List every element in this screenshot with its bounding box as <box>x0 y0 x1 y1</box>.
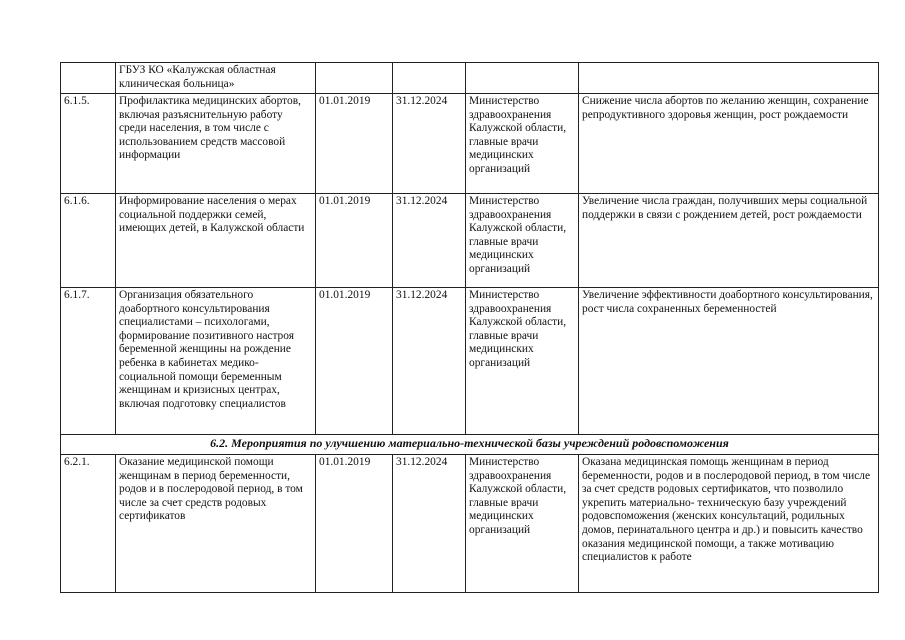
table-row <box>61 288 879 435</box>
item-number: 6.1.7. <box>61 288 116 435</box>
expected-result <box>579 63 879 94</box>
start-date <box>316 63 393 94</box>
end-date: 31.12.2024 <box>393 455 466 593</box>
item-number: 6.2.1. <box>61 455 116 593</box>
item-number <box>61 63 116 94</box>
table-row <box>61 194 879 288</box>
measure-name: Оказание медицинской помощи женщинам в период беременности, родов и в послеродовой период, в том числе за счет средств родовых сертификатов <box>116 455 316 593</box>
table-row <box>61 63 879 94</box>
start-date: 01.01.2019 <box>316 194 393 288</box>
table-row <box>61 94 879 194</box>
end-date: 31.12.2024 <box>393 194 466 288</box>
measure-name: Информирование населения о мерах социальной поддержки семей, имеющих детей, в Калужской области <box>116 194 316 288</box>
executor: Министерство здравоохранения Калужской области, главные врачи медицинских организаций <box>466 455 579 593</box>
expected-result: Оказана медицинская помощь женщинам в период беременности, родов и в послеродовой период, в том числе за счет средств родовых сертификатов, что позволило укрепить материально- техническую базу учреждений родовспоможения (женских консультаций, родильных домов, перинатального центра и др.) и повысить качество оказания медицинской помощи, а также мотивацию специалистов к работе <box>579 455 879 593</box>
item-number: 6.1.5. <box>61 94 116 194</box>
expected-result: Снижение числа абортов по желанию женщин, сохранение репродуктивного здоровья женщин, рост рождаемости <box>579 94 879 194</box>
section-title: 6.2. Мероприятия по улучшению материально-технической базы учреждений родовспоможения <box>61 435 879 455</box>
executor: Министерство здравоохранения Калужской области, главные врачи медицинских организаций <box>466 94 579 194</box>
executor: Министерство здравоохранения Калужской области, главные врачи медицинских организаций <box>466 194 579 288</box>
end-date <box>393 63 466 94</box>
measure-name: Профилактика медицинских абортов, включая разъяснительную работу среди населения, в том числе с использованием средств массовой информации <box>116 94 316 194</box>
section-row <box>61 435 879 455</box>
expected-result: Увеличение числа граждан, получивших меры социальной поддержки в связи с рождением детей, рост рождаемости <box>579 194 879 288</box>
item-number: 6.1.6. <box>61 194 116 288</box>
start-date: 01.01.2019 <box>316 288 393 435</box>
end-date: 31.12.2024 <box>393 94 466 194</box>
measures-table <box>60 62 879 593</box>
end-date: 31.12.2024 <box>393 288 466 435</box>
table-row <box>61 455 879 593</box>
expected-result: Увеличение эффективности доабортного консультирования, рост числа сохраненных беременностей <box>579 288 879 435</box>
start-date: 01.01.2019 <box>316 94 393 194</box>
measure-name: ГБУЗ КО «Калужская областная клиническая больница» <box>116 63 316 94</box>
measure-name: Организация обязательного доабортного консультирования специалистами – психологами, формирование позитивного настроя беременной женщины на рождение ребенка в кабинетах медико-социальной помощи беременным женщинам и кризисных центрах, включая подготовку специалистов <box>116 288 316 435</box>
executor <box>466 63 579 94</box>
executor: Министерство здравоохранения Калужской области, главные врачи медицинских организаций <box>466 288 579 435</box>
start-date: 01.01.2019 <box>316 455 393 593</box>
